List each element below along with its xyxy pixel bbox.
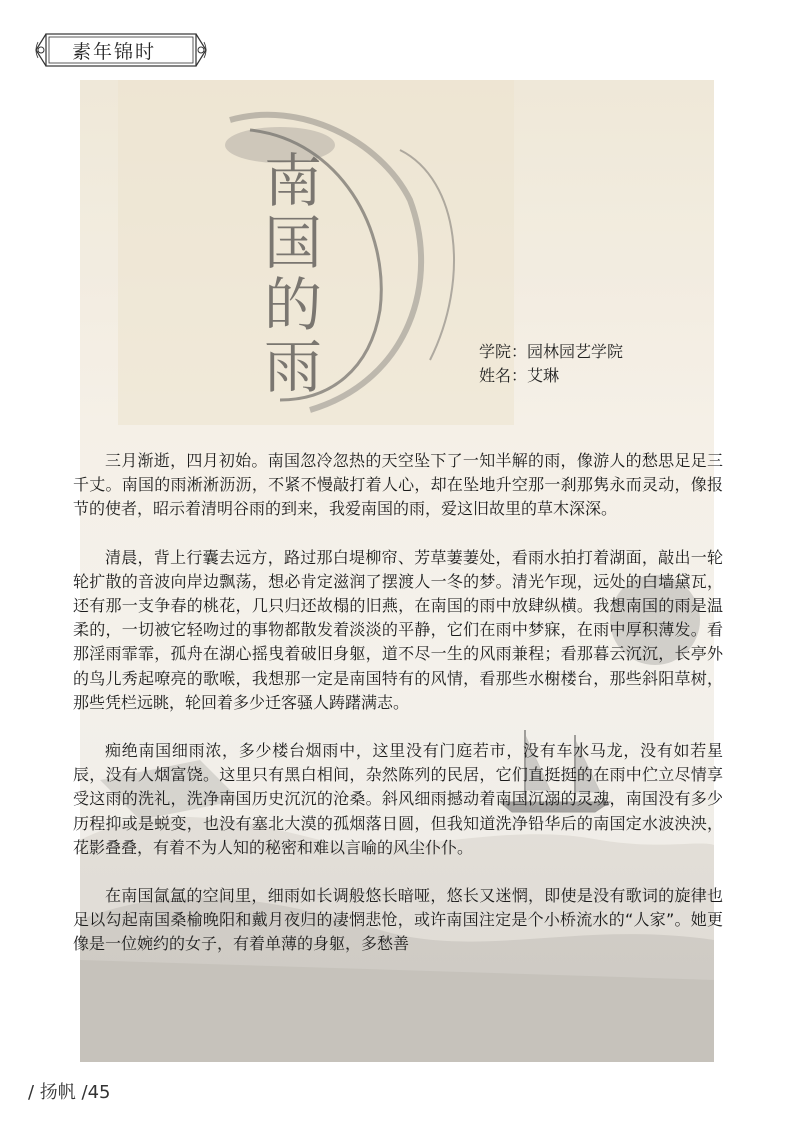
paragraph-2: 清晨，背上行囊去远方，路过那白堤柳帘、芳草萋萋处，看雨水拍打着湖面，敲出一轮轮扩散的音波向岸边飘荡，想必肯定滋润了摆渡人一冬的梦。清光乍现，远处的白墙黛瓦，还有那一支争春的桃花，几只归还故榻的旧燕，在南国的雨中放肆纵横。我想南国的雨是温柔的，一切被它轻吻过的事物都散发着淡淡的平静，它们在雨中梦寐，在雨中厚积薄发。看那淫雨霏霏，孤舟在湖心摇曳着破旧身躯，道不尽一生的风雨兼程；看那暮云沉沉，长亭外的鸟儿秀起嘹亮的歌喉，我想那一定是南国特有的风情，看那些水榭楼台，那些斜阳草树，那些凭栏远眺，轮回着多少迁客骚人踌躇满志。: [73, 547, 723, 712]
section-header-badge: [32, 28, 210, 72]
article-title: 南国的雨: [254, 150, 322, 398]
paragraph-1: 三月渐逝，四月初始。南国忽冷忽热的天空坠下了一知半解的雨，像游人的愁思足足三千丈。南国的雨淅淅沥沥，不紧不慢敲打着人心，却在坠地升空那一刹那隽永而灵动，像报节的使者，昭示着清明谷雨的到来，我爱南国的雨，爱这旧故里的草木深深。: [73, 451, 723, 519]
article-body: [73, 449, 723, 981]
page-footer: / 扬帆 /45: [28, 1082, 111, 1103]
author-info: [479, 340, 623, 388]
paragraph-4: 在南国氤氲的空间里，细雨如长调般悠长暗哑，悠长又迷惘，即使是没有歌词的旋律也足以勾起南国桑榆晚阳和戴月夜归的凄惘悲怆，或许南国注定是个小桥流水的“人家”。她更像是一位婉约的女子，有着单薄的身躯，多愁善: [73, 886, 723, 954]
paragraph-3: 痴绝南国细雨浓，多少楼台烟雨中，这里没有门庭若市，没有车水马龙，没有如若星辰，没有人烟富饶。这里只有黑白相间，杂然陈列的民居，它们直挺挺的在雨中伫立尽情享受这雨的洗礼，洗净南国历史沉沉的沧桑。斜风细雨撼动着南国沉溺的灵魂，南国没有多少历程抑或是蜕变，也没有塞北大漠的孤烟落日圆，但我知道洗净铅华后的南国定水波泱泱，花影叠叠，有着不为人知的秘密和难以言喻的风尘仆仆。: [73, 741, 723, 857]
college-label: 学院：园林园艺学院: [479, 342, 624, 361]
section-title: 素年锦时: [72, 41, 157, 63]
author-name: 姓名：艾琳: [479, 366, 560, 385]
